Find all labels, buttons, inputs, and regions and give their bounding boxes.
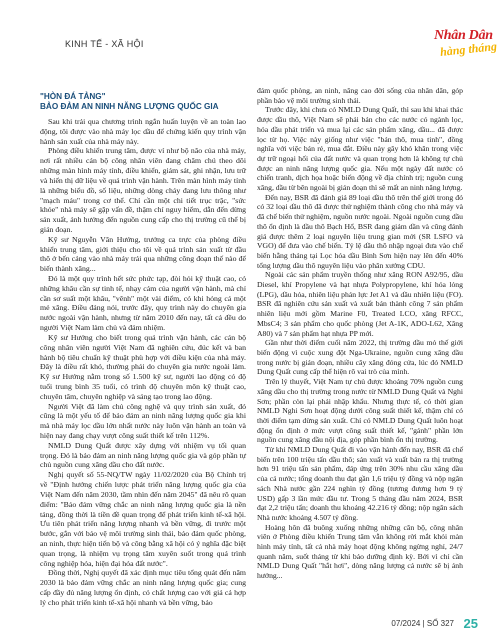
paragraph: đảm quốc phòng, an ninh, nâng cao đời sống của nhân dân, góp phần bảo vệ môi trường sinh thái. [257, 86, 463, 105]
paragraph: Kỹ sư Nguyễn Văn Hướng, trưởng ca trực của phòng điều khiển trung tâm, giới thiệu cho tôi về quá trình sản xuất từ đầu thô ở bến cảng vào nhà máy trải qua những công đoạn thế nào để biến thành xăng... [40, 234, 246, 274]
paragraph: Phòng điều khiển trung tâm, được ví như bộ não của nhà máy, nơi rất nhiều cán bộ công nhân viên đang chăm chú theo dõi những màn hình máy tính, điều khiển, giám sát, ghi nhận, lưu trữ và hiển thị dữ liệu về quá trình vận hành. Trên màn hình máy tính là những biểu đồ, số liệu, những dòng chảy đang lưu thông như "mạch máu" trong cơ thể. Chỉ cần một chi tiết trục trặc, "sức khỏe" nhà máy sẽ gặp vấn đề, thậm chí nguy hiểm, dẫn đến dừng sản xuất, ảnh hưởng đến nguồn cung cấp cho thị trường cũ thể bị gián đoạn. [40, 146, 246, 234]
issue-info: 07/2024 | SỐ 327 [391, 619, 454, 628]
left-column [40, 92, 246, 608]
logo-subtitle: hàng tháng [439, 39, 498, 59]
paragraph: Ngoài các sản phẩm truyền thống như xăng RON A92/95, dầu Diesel, khí Propylene và hạt nhựa Polypropylene, khí hóa lỏng (LPG), dầu hỏa, nhiên liệu phản lực Jet A1 và dầu nhiên liệu (FO). BSR đã nghiên cứu sản xuất và xuất bán thành công 7 sản phẩm nhiên liệu mới gồm Marine F0, Treated LCO, xăng RFCC, MbsC4; 3 sản phẩm cho quốc phòng (Jet A-1K, ADO-L62, Xăng A80) và 7 sản phẩm hạt nhựa PP mới. [257, 270, 463, 338]
section-category: KINH TẾ - XÃ HỘI [65, 39, 144, 49]
paragraph: Sau khi trải qua chương trình ngắn huấn luyện về an toàn lao động, tôi được vào nhà máy lọc dầu để chứng kiến quy trình vận hành sản xuất của nhà máy này. [40, 117, 246, 146]
page-footer [0, 615, 500, 637]
paragraph: Đồng thời, Nghị quyết đã xác định mục tiêu tổng quát đến năm 2030 là bảo đảm vững chắc an ninh năng lượng quốc gia; cung cấp đầy đủ năng lượng ổn định, có chất lượng cao với giá cả hợp lý cho phát triển kinh tế-xã hội nhanh và bền vững, bảo [40, 568, 246, 607]
paragraph: Gần như thời điểm cuối năm 2022, thị trường dầu mỏ thế giới biến động vì cuộc xung đột Nga-Ukraine, nguồn cung xăng dầu trong nước bị gián đoạn, nhiều cây xăng đóng cửa, lúc đó NMLD Dung Quất cung cấp thể hiện rõ vai trò của mình. [257, 338, 463, 377]
right-column [257, 86, 463, 581]
paragraph: Trước đây, khi chưa có NMLD Dung Quất, thì sau khi khai thác được dầu thô, Việt Nam sẽ phải bán cho các nước có ngành lọc, hóa dầu phát triển và mua lại các sản phẩm xăng, dầu... đã được lọc từ họ. Việc này giống như việc "bán thô, mua tinh", đồng nghĩa với việc bán rẻ, mua đắt. Điều này gây khó khăn trong việc dự trữ ngoại hối của đất nước và quan trọng hơn là không tự chủ được an ninh năng lượng quốc gia. Nếu một ngày đất nước có chiến tranh, dịch họa hoặc biến động về địa chính trị; nguồn cung xăng, dầu từ bên ngoài bị gián đoạn thì sẽ mất an ninh năng lượng. [257, 105, 463, 193]
publication-logo [434, 28, 498, 62]
paragraph: Nghị quyết số 55-NQ/TW ngày 11/02/2020 của Bộ Chính trị về "Định hướng chiến lược phát triển năng lượng quốc gia của Việt Nam đến năm 2030, tầm nhìn đến năm 2045" đã nêu rõ quan điểm: "Bảo đảm vững chắc an ninh năng lượng quốc gia là nền tảng, đồng thời là tiền đề quan trọng để phát triển kinh tế-xã hội. Ưu tiên phát triển năng lượng nhanh và bền vững, đi trước một bước, gắn với bảo vệ môi trường sinh thái, bảo đảm quốc phòng, an ninh, thực hiện tiến bộ và công bằng xã hội có ý nghĩa đặc biệt quan trọng, là nhiệm vụ trọng tâm xuyên suốt trong quá trình công nghiệp hóa, hiện đại hóa đất nước". [40, 470, 246, 568]
paragraph: Người Việt đã làm chủ công nghệ và quy trình sản xuất, đó cũng là một yếu tố để bảo đảm an ninh năng lượng quốc gia khi mà nhà máy lọc dầu lớn nhất nước này luôn vận hành an toàn và hiện nay đang chạy vượt công suất thiết kế trên 112%. [40, 401, 246, 440]
section-title-line1: "HÒN ĐÁ TẢNG" [40, 92, 106, 101]
paragraph: Đó là một quy trình hết sức phức tạp, đòi hỏi kỹ thuật cao, có những khâu cần sự tinh tế, nhạy cảm của người vận hành, mà chỉ cần sơ suất một khâu, "vênh" một vài điểm, có khi hỏng cả một mẻ xăng. Điều đáng nói, trước đây, quy trình này do chuyên gia nước ngoài vận hành, nhưng từ năm 2010 đến nay, tất cả đều do người Việt Nam làm chủ và đảm nhiệm. [40, 274, 246, 333]
logo-title: Nhân Dân [434, 28, 493, 43]
page-header [0, 0, 500, 80]
paragraph: NMLD Dung Quất được xây dựng với nhiệm vụ tối quan trọng. Đó là bảo đảm an ninh năng lượng quốc gia và góp phần tự chủ nguồn cung xăng dầu cho đất nước. [40, 440, 246, 470]
paragraph: Hoàng hôn đã buông xuống những những căn bộ, công nhân viên ở Phòng điều khiển Trung tâm vẫn không rời mắt khỏi màn hình máy tính, tất cả nhà máy hoạt động không ngừng nghỉ, 24/7 quanh năm, suốt tháng từ khi bảo dưỡng định kỳ. Bởi vì chỉ cần NMLD Dung Quất "hắt hơi", dòng năng lượng cả nước sẽ bị ảnh hưởng... [257, 522, 463, 581]
page-number: 25 [463, 616, 478, 631]
paragraph: Trên lý thuyết, Việt Nam tự chủ được khoảng 70% nguồn cung xăng dầu cho thị trường trong nước từ NMLD Dung Quất và Nghi Sơn; phần còn lại phải nhập khẩu. Nhưng thực tế, có thời gian NMLD Nghi Sơn hoạt động dưới công suất thiết kế, thậm chí có thời điểm tạm dừng sản xuất. Chỉ có NMLD Dung Quất luôn hoạt động ổn định ở mức vượt công suất thiết kế, "gánh" phần lớn nguồn cung xăng dầu nội địa, góp phần bình ổn thị trường. [257, 377, 463, 445]
section-title-line2: BẢO ĐẢM AN NINH NĂNG LƯỢNG QUỐC GIA [40, 102, 219, 111]
paragraph: Đến nay, BSR đã đánh giá 89 loại dầu thô trên thế giới trong đó có 32 loại dầu thô đã được thử nghiệm thành công cho nhà máy và đã chế biến thử nghiệm, nguồn nước ngoài. Ngoài nguồn cung dầu thô ổn định là dầu thô Bạch Hổ, BSR đang giảm dần và cũng đánh giá được thêm 2 loại nguyên liệu trung gian mới (SR LSFO và VGO) để đưa vào chế biến. Tỷ lệ dầu thô nhập ngoại đưa vào chế biến hằng tháng tại Lọc hóa dầu Bình Sơn hiện nay lên đến 40% tổng lượng dầu thô nguyên liệu vào phân xưởng CDU. [257, 192, 463, 270]
paragraph: Kỹ sư Hướng cho biết trong quá trình vận hành, các cán bộ công nhân viên người Việt Nam đã nghiên cứu, đúc kết và ban hành bộ tiêu chuẩn kỹ thuật phù hợp với điều kiện của nhà máy. Đây là điều rất khó, thường phải do chuyên gia nước ngoài làm. Kỹ sư Hướng nằm trong số 1.500 kỹ sư, người lao động có độ tuổi trung bình 35 tuổi, có trình độ chuyên môn kỹ thuật cao, chuyên tâm, chuyên nghiệp và sáng tạo trong lao động. [40, 332, 246, 401]
paragraph: Từ khi NMLD Dung Quất đi vào vận hành đến nay, BSR đã chế biến trên 100 triệu tấn dầu thô; sản xuất và xuất bán ra thị trường hơn 91 triệu tấn sản phẩm, đáp ứng trên 30% nhu cầu xăng dầu của cả nước; tổng doanh thu đạt gần 1,6 triệu tỷ đồng và nộp ngân sách Nhà nước gần 224 nghìn tỷ đồng (tương đương hơn 9 tỷ USD) gấp 3 lần mức đầu tư. Trong 5 tháng đầu năm 2024, BSR đạt 2,2 triệu tấn; doanh thu khoảng 42.216 tỷ đồng; nộp ngân sách Nhà nước khoảng 4.507 tỷ đồng. [257, 445, 463, 522]
